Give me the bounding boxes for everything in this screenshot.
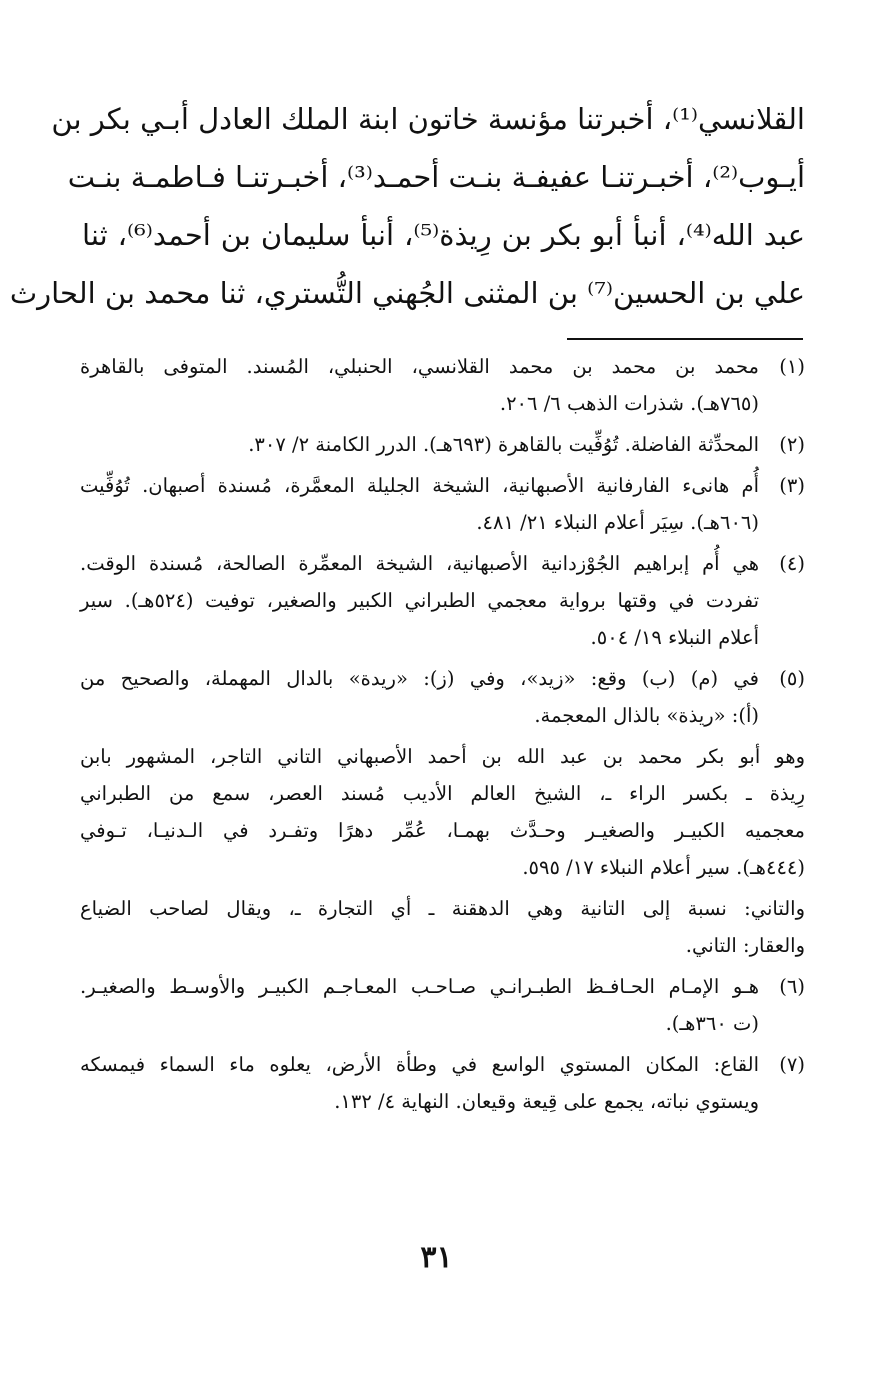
footnote-number: (١) — [779, 355, 805, 378]
footnote-line: تفردت في وقتها برواية معجمي الطبراني الكبير والصغير، توفيت (٥٢٤هـ). سير — [80, 589, 760, 612]
footnote-line: المحدِّثة الفاضلة. تُوُفِّيت بالقاهرة (٦٩٣هـ). الدرر الكامنة ٢/ ٣٠٧. — [248, 433, 759, 456]
footnote-5-paragraph-1 — [80, 738, 805, 886]
main-text-line: أيـوب⁽²⁾، أخبـرتنـا عفيفـة بنـت أحمـد⁽³⁾، أخبـرتنـا فـاطمـة بنـت — [67, 160, 805, 194]
footnote-line: (٤٤٤هـ). سير أعلام النبلاء ١٧/ ٥٩٥. — [522, 856, 805, 879]
footnote-number: (٦) — [779, 975, 805, 998]
footnote-line: (ت ٣٦٠هـ). — [665, 1012, 759, 1035]
footnote-text — [80, 467, 759, 541]
footnote-7 — [80, 1046, 805, 1120]
footnote-number: (٣) — [779, 474, 805, 497]
footnote-line: والعقار: التاني. — [685, 934, 805, 957]
main-text-line: علي بن الحسين⁽⁷⁾ بن المثنى الجُهني التُّستري، ثنا محمد بن الحارث — [9, 276, 805, 310]
footnote-1 — [80, 348, 805, 422]
footnote-number: (٥) — [779, 667, 805, 690]
footnote-line: هي أُم إبراهيم الجُوْزدانية الأصبهانية، الشيخة المعمِّرة الصالحة، مُسندة الوقت. — [80, 552, 759, 575]
footnote-2 — [80, 426, 805, 463]
footnote-text — [80, 890, 805, 964]
footnote-5-paragraph-2 — [80, 890, 805, 964]
footnote-number: (٧) — [779, 1053, 805, 1076]
footnote-text — [80, 545, 759, 656]
footnote-text — [80, 426, 759, 463]
footnote-separator — [567, 338, 803, 340]
main-text-block — [9, 90, 806, 322]
footnote-line: القاع: المكان المستوي الواسع في وطأة الأرض، يعلوه ماء السماء فيمسكه — [80, 1053, 759, 1076]
footnote-4 — [80, 545, 805, 656]
footnote-line: أُم هانىء الفارفانية الأصبهانية، الشيخة الجليلة المعمَّرة، مُسندة أصبهان. تُوُفِّيت — [80, 474, 759, 497]
footnote-line: (٦٠٦هـ). سِيَر أعلام النبلاء ٢١/ ٤٨١. — [476, 511, 759, 534]
footnote-3 — [80, 467, 805, 541]
footnote-text — [80, 348, 759, 422]
footnote-text — [80, 1046, 759, 1120]
footnote-line: أعلام النبلاء ١٩/ ٥٠٤. — [590, 626, 759, 649]
main-text-line: القلانسي⁽¹⁾، أخبرتنا مؤنسة خاتون ابنة الملك العادل أبـي بكر بن — [51, 102, 805, 136]
page-number: ٣١ — [420, 1240, 453, 1275]
footnote-line: والتاني: نسبة إلى التانية وهي الدهقنة ـ أي التجارة ـ، ويقال لصاحب الضياع — [80, 897, 805, 920]
footnote-line: ويستوي نباته، يجمع على قِيعة وقيعان. النهاية ٤/ ١٣٢. — [334, 1090, 759, 1113]
footnote-line: معجميه الكبيـر والصغيـر وحـدَّث بهمـا، عُمِّر دهرًا وتفـرد في الـدنيـا، تـوفي — [80, 819, 805, 842]
footnote-line: رِيذة ـ بكسر الراء ـ، الشيخ العالم الأديب مُسند العصر، سمع من الطبراني — [80, 782, 805, 805]
footnote-line: في (م) (ب) وقع: «زيد»، وفي (ز): «ريدة» بالدال المهملة، والصحيح من — [80, 667, 759, 690]
footnote-text — [80, 660, 759, 734]
footnote-line: (أ): «ريذة» بالذال المعجمة. — [534, 704, 759, 727]
footnote-line: هـو الإمـام الحـافـظ الطبـرانـي صـاحـب المعـاجـم الكبيـر والأوسـط والصغيـر. — [80, 975, 759, 998]
footnote-text — [80, 968, 759, 1042]
footnote-5 — [80, 660, 805, 734]
footnote-6 — [80, 968, 805, 1042]
footnote-number: (٤) — [779, 552, 805, 575]
footnote-number: (٢) — [779, 433, 805, 456]
footnote-text — [80, 738, 805, 886]
main-text-line: عبد الله⁽⁴⁾، أنبأ أبو بكر بن رِيذة⁽⁵⁾، أنبأ سليمان بن أحمد⁽⁶⁾، ثنا — [82, 218, 806, 252]
footnotes — [80, 348, 805, 1124]
footnote-line: محمد بن محمد بن محمد القلانسي، الحنبلي، المُسند. المتوفى بالقاهرة — [80, 355, 759, 378]
footnote-line: وهو أبو بكر محمد بن عبد الله بن أحمد الأصبهاني التاني التاجر، المشهور بابن — [80, 745, 805, 768]
footnote-line: (٧٦٥هـ). شذرات الذهب ٦/ ٢٠٦. — [499, 392, 759, 415]
